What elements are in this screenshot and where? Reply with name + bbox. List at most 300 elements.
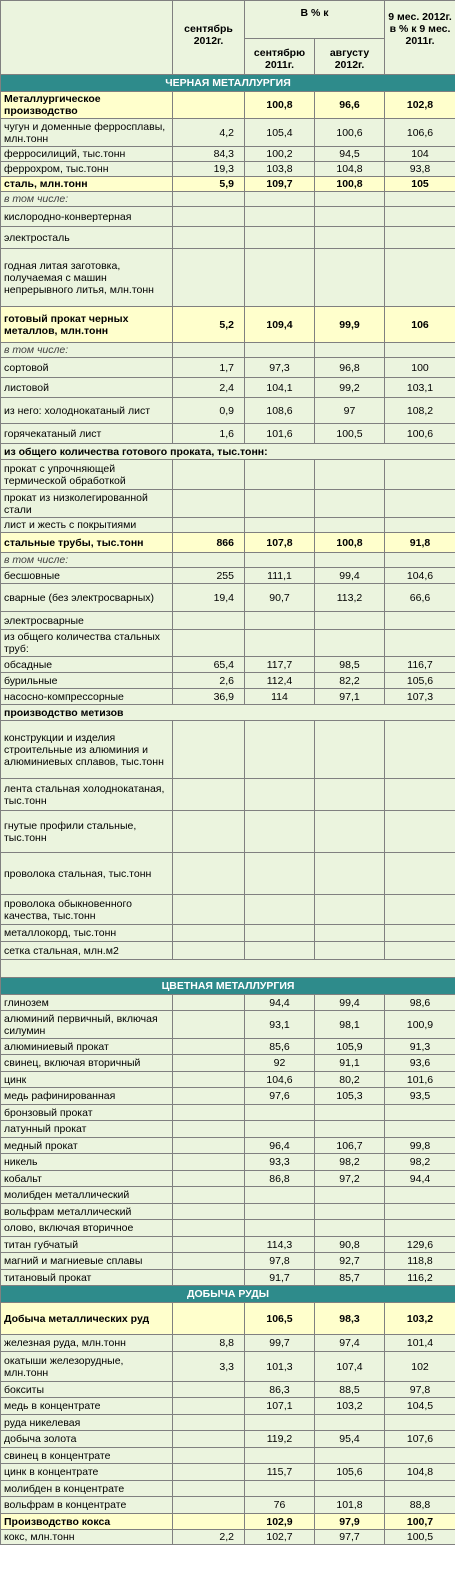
value-vs-prev-year: 96,4: [245, 1138, 315, 1154]
value-current: [173, 895, 245, 925]
value-vs-prev-year: 86,8: [245, 1171, 315, 1187]
table-row: [1, 779, 455, 811]
table-row: [1, 1204, 455, 1220]
value-vs-prev-month: 98,1: [315, 1011, 385, 1039]
row-label: титан губчатый: [1, 1237, 173, 1253]
row-label: кокс, млн.тонн: [1, 1530, 173, 1545]
value-current: 3,3: [173, 1352, 245, 1382]
table-row: [1, 1154, 455, 1171]
value-nine-months: 100,6: [385, 424, 455, 444]
value-vs-prev-month: [315, 1204, 385, 1220]
value-current: [173, 227, 245, 249]
value-nine-months: 103,2: [385, 1303, 455, 1335]
value-vs-prev-year: 102,7: [245, 1530, 315, 1545]
table-row: [1, 925, 455, 942]
value-vs-prev-month: [315, 490, 385, 518]
value-nine-months: 97,8: [385, 1382, 455, 1398]
value-vs-prev-year: [245, 207, 315, 227]
value-vs-prev-month: [315, 895, 385, 925]
value-nine-months: 101,6: [385, 1072, 455, 1088]
table-row: [1, 1105, 455, 1121]
value-nine-months: [385, 1448, 455, 1464]
value-vs-prev-year: 109,4: [245, 307, 315, 343]
table-row: [1, 1481, 455, 1497]
value-vs-prev-month: 99,4: [315, 995, 385, 1011]
value-vs-prev-year: 102,9: [245, 1514, 315, 1530]
value-nine-months: [385, 192, 455, 207]
table-row: [1, 162, 455, 177]
value-vs-prev-year: 106,5: [245, 1303, 315, 1335]
value-current: [173, 1270, 245, 1286]
table-row: [1, 460, 455, 490]
value-nine-months: 93,6: [385, 1055, 455, 1072]
value-vs-prev-year: [245, 553, 315, 568]
value-vs-prev-month: [315, 1105, 385, 1121]
table-row: [1, 895, 455, 925]
row-label: из него: холоднокатаный лист: [1, 398, 173, 424]
value-nine-months: [385, 1121, 455, 1138]
value-current: [173, 1072, 245, 1088]
row-label: вольфрам металлический: [1, 1204, 173, 1220]
table-row: [1, 1335, 455, 1352]
value-nine-months: [385, 630, 455, 657]
value-nine-months: [385, 460, 455, 490]
value-current: 255: [173, 568, 245, 584]
value-vs-prev-month: [315, 343, 385, 358]
table-row: [1, 1039, 455, 1055]
table-row: [1, 518, 455, 533]
row-label: насосно-компрессорные: [1, 689, 173, 705]
value-nine-months: 116,7: [385, 657, 455, 673]
row-label: бурильные: [1, 673, 173, 689]
value-current: [173, 553, 245, 568]
value-vs-prev-year: 114: [245, 689, 315, 705]
value-vs-prev-month: 98,2: [315, 1154, 385, 1171]
row-label: никель: [1, 1154, 173, 1171]
value-current: [173, 925, 245, 942]
value-vs-prev-year: [245, 895, 315, 925]
value-vs-prev-month: [315, 460, 385, 490]
value-nine-months: 104,5: [385, 1398, 455, 1415]
value-vs-prev-year: 100,2: [245, 147, 315, 162]
value-vs-prev-year: [245, 721, 315, 779]
table-row: [1, 1415, 455, 1431]
value-current: [173, 1253, 245, 1270]
value-vs-prev-year: 101,3: [245, 1352, 315, 1382]
table-row: [1, 1448, 455, 1464]
value-nine-months: 66,6: [385, 584, 455, 612]
value-vs-prev-year: [245, 925, 315, 942]
value-current: 2,4: [173, 378, 245, 398]
value-vs-prev-month: 107,4: [315, 1352, 385, 1382]
value-vs-prev-month: 95,4: [315, 1431, 385, 1448]
value-vs-prev-year: [245, 630, 315, 657]
value-vs-prev-month: 97,4: [315, 1335, 385, 1352]
value-current: 1,7: [173, 358, 245, 378]
row-label: электросварные: [1, 612, 173, 630]
row-label: ферросилиций, тыс.тонн: [1, 147, 173, 162]
value-vs-prev-month: 96,6: [315, 92, 385, 119]
value-vs-prev-year: [245, 1481, 315, 1497]
value-current: 2,6: [173, 673, 245, 689]
value-nine-months: 105: [385, 177, 455, 192]
value-vs-prev-month: 103,2: [315, 1398, 385, 1415]
row-label: вольфрам в концентрате: [1, 1497, 173, 1514]
section-title: ДОБЫЧА РУДЫ: [1, 1286, 455, 1303]
value-nine-months: 100: [385, 358, 455, 378]
value-nine-months: [385, 811, 455, 853]
row-label: добыча золота: [1, 1431, 173, 1448]
row-label: горячекатаный лист: [1, 424, 173, 444]
value-current: [173, 343, 245, 358]
table-row: [1, 657, 455, 673]
value-vs-prev-year: [245, 518, 315, 533]
value-vs-prev-month: [315, 518, 385, 533]
value-vs-prev-year: 76: [245, 1497, 315, 1514]
table-row: [1, 673, 455, 689]
value-current: [173, 1497, 245, 1514]
value-vs-prev-year: 97,3: [245, 358, 315, 378]
value-current: 4,2: [173, 119, 245, 147]
value-current: [173, 612, 245, 630]
table-row: [1, 424, 455, 444]
value-vs-prev-month: [315, 249, 385, 307]
table-row: [1, 995, 455, 1011]
value-current: [173, 460, 245, 490]
value-current: [173, 1105, 245, 1121]
value-vs-prev-month: 92,7: [315, 1253, 385, 1270]
row-label: в том числе:: [1, 553, 173, 568]
value-vs-prev-year: 97,8: [245, 1253, 315, 1270]
row-label: феррохром, тыс.тонн: [1, 162, 173, 177]
value-current: [173, 630, 245, 657]
value-vs-prev-year: 86,3: [245, 1382, 315, 1398]
value-nine-months: [385, 553, 455, 568]
value-vs-prev-year: [245, 490, 315, 518]
table-row: [1, 630, 455, 657]
group-label: из общего количества готового проката, тыс.тонн:: [1, 444, 455, 460]
section-title: ЧЕРНАЯ МЕТАЛЛУРГИЯ: [1, 75, 455, 92]
value-vs-prev-year: 105,4: [245, 119, 315, 147]
value-vs-prev-year: 91,7: [245, 1270, 315, 1286]
table-row: [1, 1514, 455, 1530]
value-vs-prev-month: [315, 1481, 385, 1497]
value-vs-prev-month: 94,5: [315, 147, 385, 162]
table-row: [1, 584, 455, 612]
value-nine-months: [385, 853, 455, 895]
value-nine-months: 98,2: [385, 1154, 455, 1171]
group-label: производство метизов: [1, 705, 455, 721]
value-vs-prev-month: [315, 1448, 385, 1464]
value-vs-prev-month: 80,2: [315, 1072, 385, 1088]
value-nine-months: 102: [385, 1352, 455, 1382]
row-label: готовый прокат черных металлов, млн.тонн: [1, 307, 173, 343]
value-vs-prev-month: 100,6: [315, 119, 385, 147]
value-nine-months: 118,8: [385, 1253, 455, 1270]
row-label: сталь, млн.тонн: [1, 177, 173, 192]
table-row: [1, 1237, 455, 1253]
value-nine-months: 101,4: [385, 1335, 455, 1352]
value-nine-months: 88,8: [385, 1497, 455, 1514]
header-current-month: сентябрь 2012г.: [173, 1, 245, 75]
table-row: [1, 1398, 455, 1415]
value-vs-prev-month: 100,8: [315, 177, 385, 192]
table-row: [1, 307, 455, 343]
value-current: [173, 1382, 245, 1398]
row-label: медь в концентрате: [1, 1398, 173, 1415]
row-label: годная литая заготовка, получаемая с машин непрерывного литья, млн.тонн: [1, 249, 173, 307]
value-current: [173, 1055, 245, 1072]
value-vs-prev-month: 113,2: [315, 584, 385, 612]
value-vs-prev-month: [315, 553, 385, 568]
row-label: чугун и доменные ферросплавы, млн.тонн: [1, 119, 173, 147]
value-nine-months: 116,2: [385, 1270, 455, 1286]
value-current: [173, 1088, 245, 1105]
value-vs-prev-year: 104,6: [245, 1072, 315, 1088]
table-row: [1, 147, 455, 162]
value-vs-prev-month: 99,9: [315, 307, 385, 343]
value-vs-prev-year: 94,4: [245, 995, 315, 1011]
value-vs-prev-year: 109,7: [245, 177, 315, 192]
value-current: [173, 490, 245, 518]
value-nine-months: [385, 942, 455, 960]
value-vs-prev-year: [245, 1220, 315, 1237]
row-label: железная руда, млн.тонн: [1, 1335, 173, 1352]
section-header-row: [1, 1286, 455, 1303]
table-row: [1, 705, 455, 721]
value-current: [173, 249, 245, 307]
value-nine-months: [385, 895, 455, 925]
value-vs-prev-month: 91,1: [315, 1055, 385, 1072]
value-vs-prev-month: 97,9: [315, 1514, 385, 1530]
value-vs-prev-year: 92: [245, 1055, 315, 1072]
value-vs-prev-month: 82,2: [315, 673, 385, 689]
row-label: медный прокат: [1, 1138, 173, 1154]
table-row: [1, 960, 455, 978]
table-row: [1, 1011, 455, 1039]
value-vs-prev-year: [245, 1105, 315, 1121]
value-nine-months: 91,8: [385, 533, 455, 553]
table-row: [1, 249, 455, 307]
row-label: титановый прокат: [1, 1270, 173, 1286]
value-current: [173, 1237, 245, 1253]
row-label: лист и жесть с покрытиями: [1, 518, 173, 533]
value-current: 0,9: [173, 398, 245, 424]
table-row: [1, 1253, 455, 1270]
value-nine-months: 93,8: [385, 162, 455, 177]
table-row: [1, 192, 455, 207]
value-current: [173, 1204, 245, 1220]
table-row: [1, 721, 455, 779]
row-label: Металлургическое производство: [1, 92, 173, 119]
section-header-row: [1, 75, 455, 92]
row-label: конструкции и изделия строительные из алюминия и алюминиевых сплавов, тыс.тонн: [1, 721, 173, 779]
table-row: [1, 490, 455, 518]
value-vs-prev-year: [245, 1187, 315, 1204]
value-vs-prev-month: 106,7: [315, 1138, 385, 1154]
value-nine-months: [385, 227, 455, 249]
value-current: [173, 1415, 245, 1431]
value-nine-months: 106: [385, 307, 455, 343]
value-nine-months: 105,6: [385, 673, 455, 689]
value-vs-prev-month: [315, 192, 385, 207]
value-current: [173, 1514, 245, 1530]
value-nine-months: 93,5: [385, 1088, 455, 1105]
row-label: медь рафинированная: [1, 1088, 173, 1105]
value-current: [173, 1481, 245, 1497]
value-vs-prev-month: [315, 925, 385, 942]
value-current: 36,9: [173, 689, 245, 705]
value-current: 65,4: [173, 657, 245, 673]
value-vs-prev-month: 105,3: [315, 1088, 385, 1105]
table-body: [1, 75, 455, 1545]
table-row: [1, 689, 455, 705]
value-vs-prev-month: [315, 227, 385, 249]
value-current: 19,4: [173, 584, 245, 612]
value-vs-prev-month: 96,8: [315, 358, 385, 378]
value-nine-months: 100,9: [385, 1011, 455, 1039]
value-nine-months: 104: [385, 147, 455, 162]
value-vs-prev-month: [315, 1121, 385, 1138]
row-label: Производство кокса: [1, 1514, 173, 1530]
table-row: [1, 1431, 455, 1448]
value-vs-prev-month: [315, 721, 385, 779]
value-vs-prev-month: [315, 1415, 385, 1431]
value-current: [173, 1121, 245, 1138]
table-row: [1, 1187, 455, 1204]
value-vs-prev-month: 98,3: [315, 1303, 385, 1335]
value-vs-prev-year: [245, 249, 315, 307]
value-nine-months: 104,6: [385, 568, 455, 584]
value-vs-prev-month: 99,2: [315, 378, 385, 398]
row-label: цинк в концентрате: [1, 1464, 173, 1481]
value-current: [173, 1220, 245, 1237]
value-current: [173, 995, 245, 1011]
value-nine-months: 100,7: [385, 1514, 455, 1530]
value-vs-prev-year: 104,1: [245, 378, 315, 398]
row-label: листовой: [1, 378, 173, 398]
table-row: [1, 553, 455, 568]
value-vs-prev-month: 98,5: [315, 657, 385, 673]
table-row: [1, 1352, 455, 1382]
value-vs-prev-year: 100,8: [245, 92, 315, 119]
value-current: [173, 1011, 245, 1039]
row-label: окатыши железорудные, млн.тонн: [1, 1352, 173, 1382]
value-vs-prev-year: [245, 1121, 315, 1138]
value-vs-prev-month: 97,2: [315, 1171, 385, 1187]
value-current: 1,6: [173, 424, 245, 444]
table-row: [1, 1138, 455, 1154]
row-label: сетка стальная, млн.м2: [1, 942, 173, 960]
header-vs-prev-month: августу 2012г.: [315, 39, 385, 75]
header-corner: [1, 1, 173, 75]
value-vs-prev-year: 90,7: [245, 584, 315, 612]
table-row: [1, 1530, 455, 1545]
value-vs-prev-month: 88,5: [315, 1382, 385, 1398]
value-vs-prev-year: 101,6: [245, 424, 315, 444]
section-title: ЦВЕТНАЯ МЕТАЛЛУРГИЯ: [1, 978, 455, 995]
value-vs-prev-month: 101,8: [315, 1497, 385, 1514]
value-nine-months: 94,4: [385, 1171, 455, 1187]
table-row: [1, 1497, 455, 1514]
value-current: 866: [173, 533, 245, 553]
value-current: [173, 192, 245, 207]
value-nine-months: [385, 518, 455, 533]
value-vs-prev-year: [245, 460, 315, 490]
row-label: алюминий первичный, включая силумин: [1, 1011, 173, 1039]
value-current: [173, 92, 245, 119]
value-nine-months: [385, 1105, 455, 1121]
table-row: [1, 1270, 455, 1286]
value-vs-prev-month: [315, 1187, 385, 1204]
value-vs-prev-month: [315, 207, 385, 227]
value-vs-prev-year: 117,7: [245, 657, 315, 673]
value-nine-months: 91,3: [385, 1039, 455, 1055]
header-vs-prev-year: сентябрю 2011г.: [245, 39, 315, 75]
value-vs-prev-year: 108,6: [245, 398, 315, 424]
value-current: 2,2: [173, 1530, 245, 1545]
row-label: проволока обыкновенного качества, тыс.тонн: [1, 895, 173, 925]
table-row: [1, 1088, 455, 1105]
value-vs-prev-month: [315, 779, 385, 811]
value-vs-prev-year: [245, 227, 315, 249]
table-row: [1, 1303, 455, 1335]
table-row: [1, 1171, 455, 1187]
value-vs-prev-year: 99,7: [245, 1335, 315, 1352]
value-vs-prev-year: 93,1: [245, 1011, 315, 1039]
value-vs-prev-month: [315, 630, 385, 657]
value-nine-months: [385, 1220, 455, 1237]
value-nine-months: [385, 249, 455, 307]
value-vs-prev-year: 107,8: [245, 533, 315, 553]
value-vs-prev-year: [245, 1448, 315, 1464]
table-row: [1, 811, 455, 853]
value-vs-prev-year: 114,3: [245, 1237, 315, 1253]
value-nine-months: 107,3: [385, 689, 455, 705]
value-vs-prev-month: 99,4: [315, 568, 385, 584]
header-nine-months: 9 мес. 2012г. в % к 9 мес. 2011г.: [385, 1, 455, 75]
row-label: молибден в концентрате: [1, 1481, 173, 1497]
value-vs-prev-year: 93,3: [245, 1154, 315, 1171]
value-vs-prev-month: 100,8: [315, 533, 385, 553]
row-label: свинец в концентрате: [1, 1448, 173, 1464]
value-vs-prev-year: [245, 192, 315, 207]
value-current: [173, 1187, 245, 1204]
row-label: лента стальная холоднокатаная, тыс.тонн: [1, 779, 173, 811]
row-label: металлокорд, тыс.тонн: [1, 925, 173, 942]
row-label: латунный прокат: [1, 1121, 173, 1138]
table-row: [1, 1121, 455, 1138]
value-vs-prev-year: 119,2: [245, 1431, 315, 1448]
value-nine-months: 100,5: [385, 1530, 455, 1545]
value-vs-prev-year: 97,6: [245, 1088, 315, 1105]
table-row: [1, 1220, 455, 1237]
row-label: из общего количества стальных труб:: [1, 630, 173, 657]
value-nine-months: [385, 1204, 455, 1220]
table-row: [1, 207, 455, 227]
value-nine-months: [385, 612, 455, 630]
value-vs-prev-year: [245, 779, 315, 811]
value-vs-prev-month: 90,8: [315, 1237, 385, 1253]
row-label: цинк: [1, 1072, 173, 1088]
table-row: [1, 119, 455, 147]
value-vs-prev-year: 107,1: [245, 1398, 315, 1415]
value-vs-prev-month: 104,8: [315, 162, 385, 177]
table-row: [1, 343, 455, 358]
value-vs-prev-month: [315, 1220, 385, 1237]
value-current: [173, 1154, 245, 1171]
table-row: [1, 1382, 455, 1398]
